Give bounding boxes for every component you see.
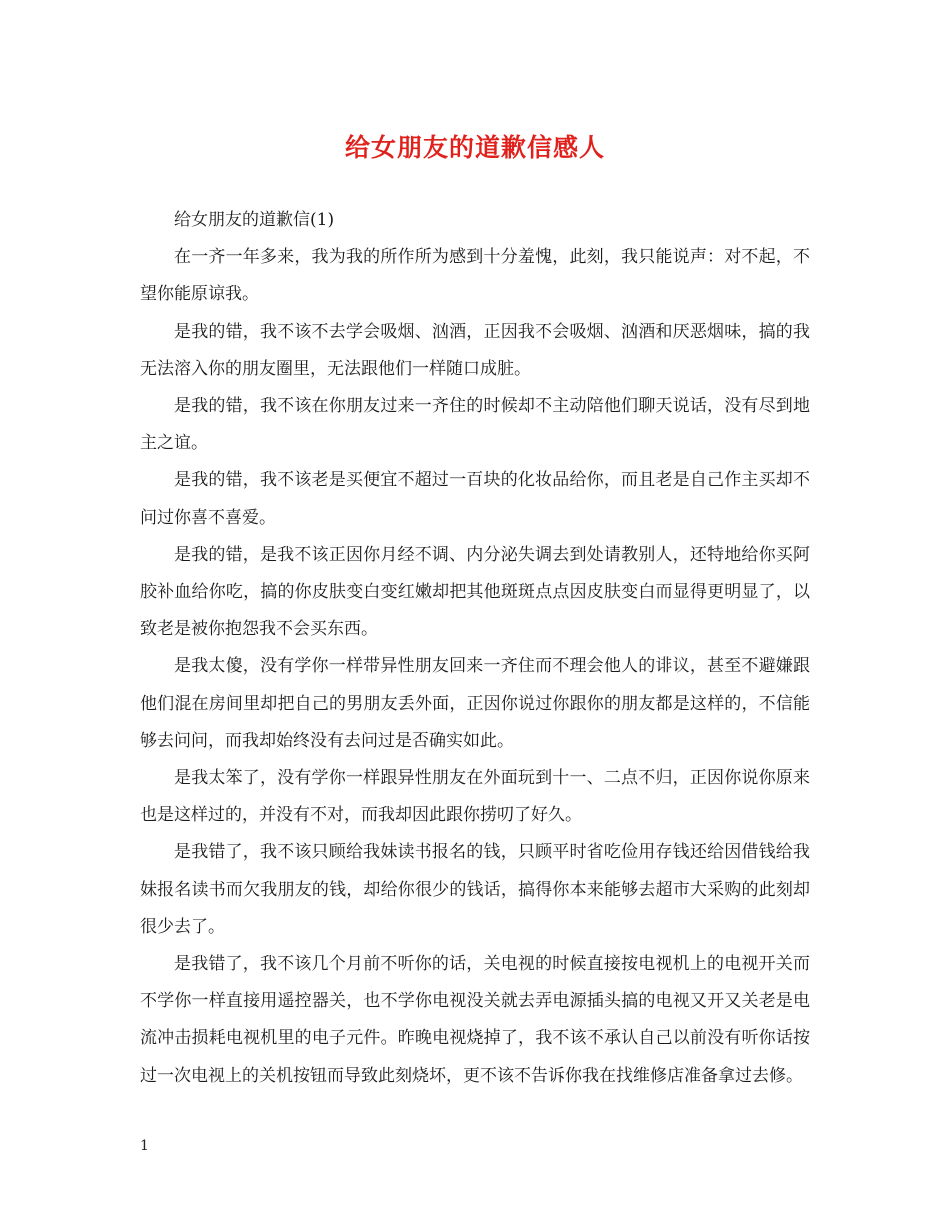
paragraph: 是我太傻，没有学你一样带异性朋友回来一齐住而不理会他人的诽议，甚至不避嫌跟他们混在房间里却把自己的男朋友丢外面，正因你说过你跟你的朋友都是这样的，不信能够去问问，而我却始终没有去问过是否确实如此。 <box>140 656 810 751</box>
paragraph: 是我的错，我不该不去学会吸烟、汹酒，正因我不会吸烟、汹酒和厌恶烟味，搞的我无法溶入你的朋友圈里，无法跟他们一样随口成脏。 <box>140 321 810 379</box>
document-body <box>140 202 810 1095</box>
paragraph: 是我太笨了，没有学你一样跟异性朋友在外面玩到十一、二点不归，正因你说你原来也是这样过的，并没有不对，而我却因此跟你捞叨了好久。 <box>140 768 810 826</box>
paragraph: 是我的错，我不该在你朋友过来一齐住的时候却不主动陪他们聊天说话，没有尽到地主之谊。 <box>140 396 810 454</box>
paragraph: 在一齐一年多来，我为我的所作所为感到十分羞愧，此刻，我只能说声：对不起，不望你能原谅我。 <box>140 247 810 305</box>
paragraph: 是我的错，我不该老是买便宜不超过一百块的化妆品给你，而且老是自己作主买却不问过你喜不喜爱。 <box>140 470 810 528</box>
paragraph: 是我错了，我不该只顾给我妹读书报名的钱，只顾平时省吃俭用存钱还给因借钱给我妹报名读书而欠我朋友的钱，却给你很少的钱话，搞得你本来能够去超市大采购的此刻却很少去了。 <box>140 842 810 937</box>
document-title: 给女朋友的道歉信感人 <box>344 133 605 162</box>
paragraph: 是我的错，是我不该正因你月经不调、内分泌失调去到处请教别人，还特地给你买阿胶补血给你吃，搞的你皮肤变白变红嫩却把其他斑斑点点因皮肤变白而显得更明显了，以致老是被你抱怨我不会买东西。 <box>140 544 810 640</box>
paragraph: 是我错了，我不该几个月前不听你的话，关电视的时候直接按电视机上的电视开关而不学你一样直接用遥控器关，也不学你电视没关就去弄电源插头搞的电视又开又关老是电流冲击损耗电视机里的电子元件。昨晚电视烧掉了，我不该不承认自己以前没有听你话按过一次电视上的关机按钮而导致此刻烧坏，更不该不告诉你我在找维修店准备拿过去修。 <box>140 954 810 1086</box>
section-heading: 给女朋友的道歉信(1) <box>174 210 335 230</box>
page-number: 1 <box>140 1138 149 1154</box>
